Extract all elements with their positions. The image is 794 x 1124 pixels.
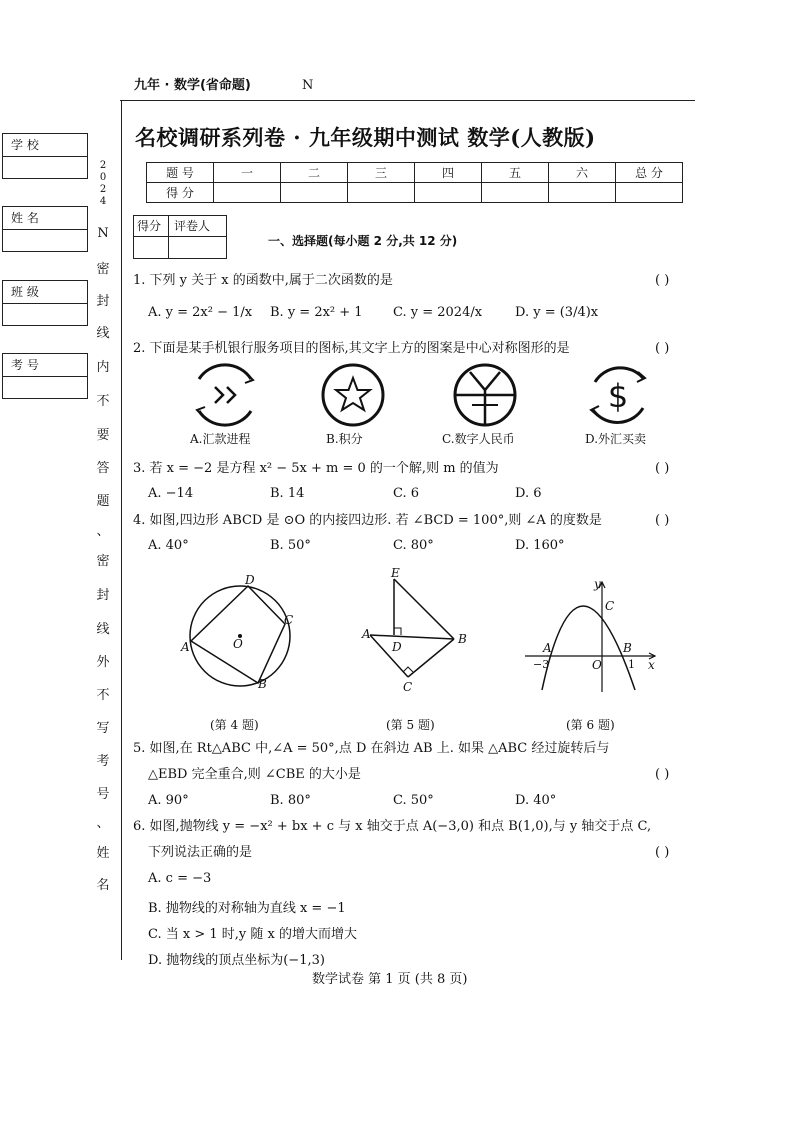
- fig6-label-y: y: [594, 577, 601, 591]
- name-field[interactable]: [2, 206, 88, 252]
- q6-answer-paren[interactable]: ( ): [655, 845, 670, 860]
- q2-answer-paren[interactable]: ( ): [655, 341, 670, 356]
- fig5-label-e: E: [391, 566, 400, 580]
- seal-char: 封: [96, 294, 110, 309]
- fig5-label-c: C: [403, 680, 413, 694]
- q6-option-d: D. 抛物线的顶点坐标为(−1,3): [148, 953, 325, 968]
- seal-char: 考: [96, 754, 110, 769]
- fig5-caption: (第 5 题): [386, 718, 435, 732]
- fig4-label-b: B: [258, 677, 267, 691]
- score-header-cell: 四: [415, 163, 482, 183]
- seal-char: 外: [96, 655, 110, 670]
- score-cell[interactable]: [348, 183, 415, 203]
- figure-4-circle-quadrilateral: [178, 570, 303, 695]
- q3-stem: 3. 若 x = −2 是方程 x² − 5x + m = 0 的一个解,则 m 的值为: [133, 461, 499, 476]
- score-cell[interactable]: [616, 183, 683, 203]
- name-label: 姓 名: [11, 211, 39, 225]
- q5-stem-line1: 5. 如图,在 Rt△ABC 中,∠A = 50°,点 D 在斜边 AB 上. 如果 △ABC 经过旋转后与: [133, 741, 610, 756]
- forex-dollar-icon: [583, 362, 653, 428]
- q6-option-b: B. 抛物线的对称轴为直线 x = −1: [148, 901, 346, 916]
- page-footer: 数学试卷 第 1 页 (共 8 页): [312, 972, 468, 987]
- q1-stem: 1. 下列 y 关于 x 的函数中,属于二次函数的是: [133, 273, 393, 288]
- year-char: 2: [99, 184, 107, 195]
- score-header-cell: 二: [281, 163, 348, 183]
- fig4-label-o: O: [233, 637, 243, 651]
- grader-box: [133, 215, 227, 259]
- school-label: 学 校: [11, 138, 39, 152]
- score-row-label: 得 分: [147, 183, 214, 203]
- exam-no-label: 考 号: [11, 358, 39, 372]
- q1-option-c: C. y = 2024/x: [393, 305, 483, 320]
- seal-line: [121, 100, 122, 960]
- score-header-cell: 五: [482, 163, 549, 183]
- seal-char: N: [97, 226, 109, 241]
- q4-option-d: D. 160°: [515, 538, 565, 553]
- year-char: 4: [99, 196, 107, 207]
- year-char: 0: [99, 172, 107, 183]
- seal-char: 封: [96, 588, 110, 603]
- seal-char: 写: [96, 721, 110, 736]
- seal-char: 答: [96, 461, 110, 476]
- fig4-caption: (第 4 题): [210, 718, 259, 732]
- header-rule: [120, 100, 695, 101]
- seal-char: 名: [96, 878, 110, 893]
- exam-no-field[interactable]: [2, 353, 88, 399]
- seal-char: 密: [96, 262, 110, 277]
- fig5-label-b: B: [458, 632, 467, 646]
- fig4-label-d: D: [245, 573, 255, 587]
- seal-char: 姓: [96, 846, 110, 861]
- q5-option-c: C. 50°: [393, 793, 434, 808]
- q2-stem: 2. 下面是某手机银行服务项目的图标,其文字上方的图案是中心对称图形的是: [133, 341, 570, 356]
- fig6-label-b: B: [623, 641, 632, 655]
- q6-stem-line1: 6. 如图,抛物线 y = −x² + bx + c 与 x 轴交于点 A(−3,0) 和点 B(1,0),与 y 轴交于点 C,: [133, 819, 652, 834]
- q2-option-c: C.数字人民币: [442, 432, 515, 446]
- q6-stem-line2: 下列说法正确的是: [148, 845, 253, 860]
- seal-char: 线: [96, 622, 110, 637]
- q6-option-c: C. 当 x > 1 时,y 随 x 的增大而增大: [148, 927, 357, 942]
- remittance-icon: [185, 362, 265, 428]
- class-label: 班 级: [11, 285, 39, 299]
- q4-option-c: C. 80°: [393, 538, 434, 553]
- score-cell[interactable]: [214, 183, 281, 203]
- score-header-cell: 六: [549, 163, 616, 183]
- q4-option-b: B. 50°: [270, 538, 311, 553]
- q3-option-d: D. 6: [515, 486, 542, 501]
- score-cell[interactable]: [482, 183, 549, 203]
- seal-char: 内: [96, 360, 110, 375]
- score-header-cell: 一: [214, 163, 281, 183]
- seal-char: 、: [96, 524, 110, 539]
- fig6-label-one: 1: [628, 658, 635, 671]
- score-cell[interactable]: [549, 183, 616, 203]
- seal-char: 、: [96, 816, 110, 831]
- score-header-cell: 题 号: [147, 163, 214, 183]
- header-series: 九年 · 数学(省命题): [134, 78, 251, 93]
- school-field[interactable]: [2, 133, 88, 179]
- fig4-label-a: A: [181, 640, 190, 654]
- fig5-label-a: A: [362, 627, 371, 641]
- seal-char: 密: [96, 554, 110, 569]
- q3-option-b: B. 14: [270, 486, 305, 501]
- section1-title: 一、选择题(每小题 2 分,共 12 分): [268, 234, 458, 248]
- year-char: 2: [99, 160, 107, 171]
- seal-char: 线: [96, 326, 110, 341]
- q3-option-a: A. −14: [148, 486, 194, 501]
- grader-score-label: 得分: [137, 219, 162, 233]
- q3-option-c: C. 6: [393, 486, 420, 501]
- q1-option-b: B. y = 2x² + 1: [270, 305, 363, 320]
- seal-char: 题: [96, 494, 110, 509]
- q3-answer-paren[interactable]: ( ): [655, 461, 670, 476]
- q4-stem: 4. 如图,四边形 ABCD 是 ⊙O 的内接四边形. 若 ∠BCD = 100°,则 ∠A 的度数是: [133, 513, 602, 528]
- q5-stem-line2: △EBD 完全重合,则 ∠CBE 的大小是: [148, 767, 361, 782]
- q2-option-d: D.外汇买卖: [585, 432, 647, 446]
- fig6-caption: (第 6 题): [566, 718, 615, 732]
- q2-option-a: A.汇款进程: [190, 432, 251, 446]
- score-header-cell: 总 分: [616, 163, 683, 183]
- score-table: [146, 162, 683, 203]
- fig5-label-d: D: [392, 640, 402, 654]
- fig4-label-c: C: [284, 613, 294, 627]
- seal-char: 不: [96, 688, 110, 703]
- header-letter: N: [302, 78, 314, 93]
- q5-answer-paren[interactable]: ( ): [655, 767, 670, 782]
- score-cell[interactable]: [281, 183, 348, 203]
- seal-char: 不: [96, 394, 110, 409]
- score-header-cell: 三: [348, 163, 415, 183]
- digital-rmb-icon: [450, 362, 520, 428]
- page-title: 名校调研系列卷 · 九年级期中测试 数学(人教版): [135, 125, 596, 150]
- q1-option-d: D. y = (3/4)x: [515, 305, 599, 320]
- figure-6-parabola: [520, 574, 660, 698]
- seal-char: 要: [96, 428, 110, 443]
- fig6-label-x: x: [648, 658, 655, 672]
- figure-5-triangles: [358, 565, 478, 695]
- q5-option-d: D. 40°: [515, 793, 557, 808]
- q4-option-a: A. 40°: [148, 538, 189, 553]
- fig6-label-neg3: −3: [533, 658, 550, 671]
- class-field[interactable]: [2, 280, 88, 326]
- q5-option-a: A. 90°: [148, 793, 189, 808]
- grader-name-label: 评卷人: [174, 219, 211, 233]
- q2-option-b: B.积分: [326, 432, 363, 446]
- seal-char: 号: [96, 787, 110, 802]
- fig6-label-o: O: [592, 658, 602, 672]
- points-star-icon: [320, 362, 386, 428]
- score-cell[interactable]: [415, 183, 482, 203]
- fig6-label-a: A: [543, 641, 552, 655]
- svg-text:$: $: [607, 377, 629, 415]
- q6-option-a: A. c = −3: [148, 871, 212, 886]
- q4-answer-paren[interactable]: ( ): [655, 513, 670, 528]
- fig6-label-c: C: [605, 599, 615, 613]
- q1-option-a: A. y = 2x² − 1/x: [148, 305, 253, 320]
- q5-option-b: B. 80°: [270, 793, 311, 808]
- q1-answer-paren[interactable]: ( ): [655, 273, 670, 288]
